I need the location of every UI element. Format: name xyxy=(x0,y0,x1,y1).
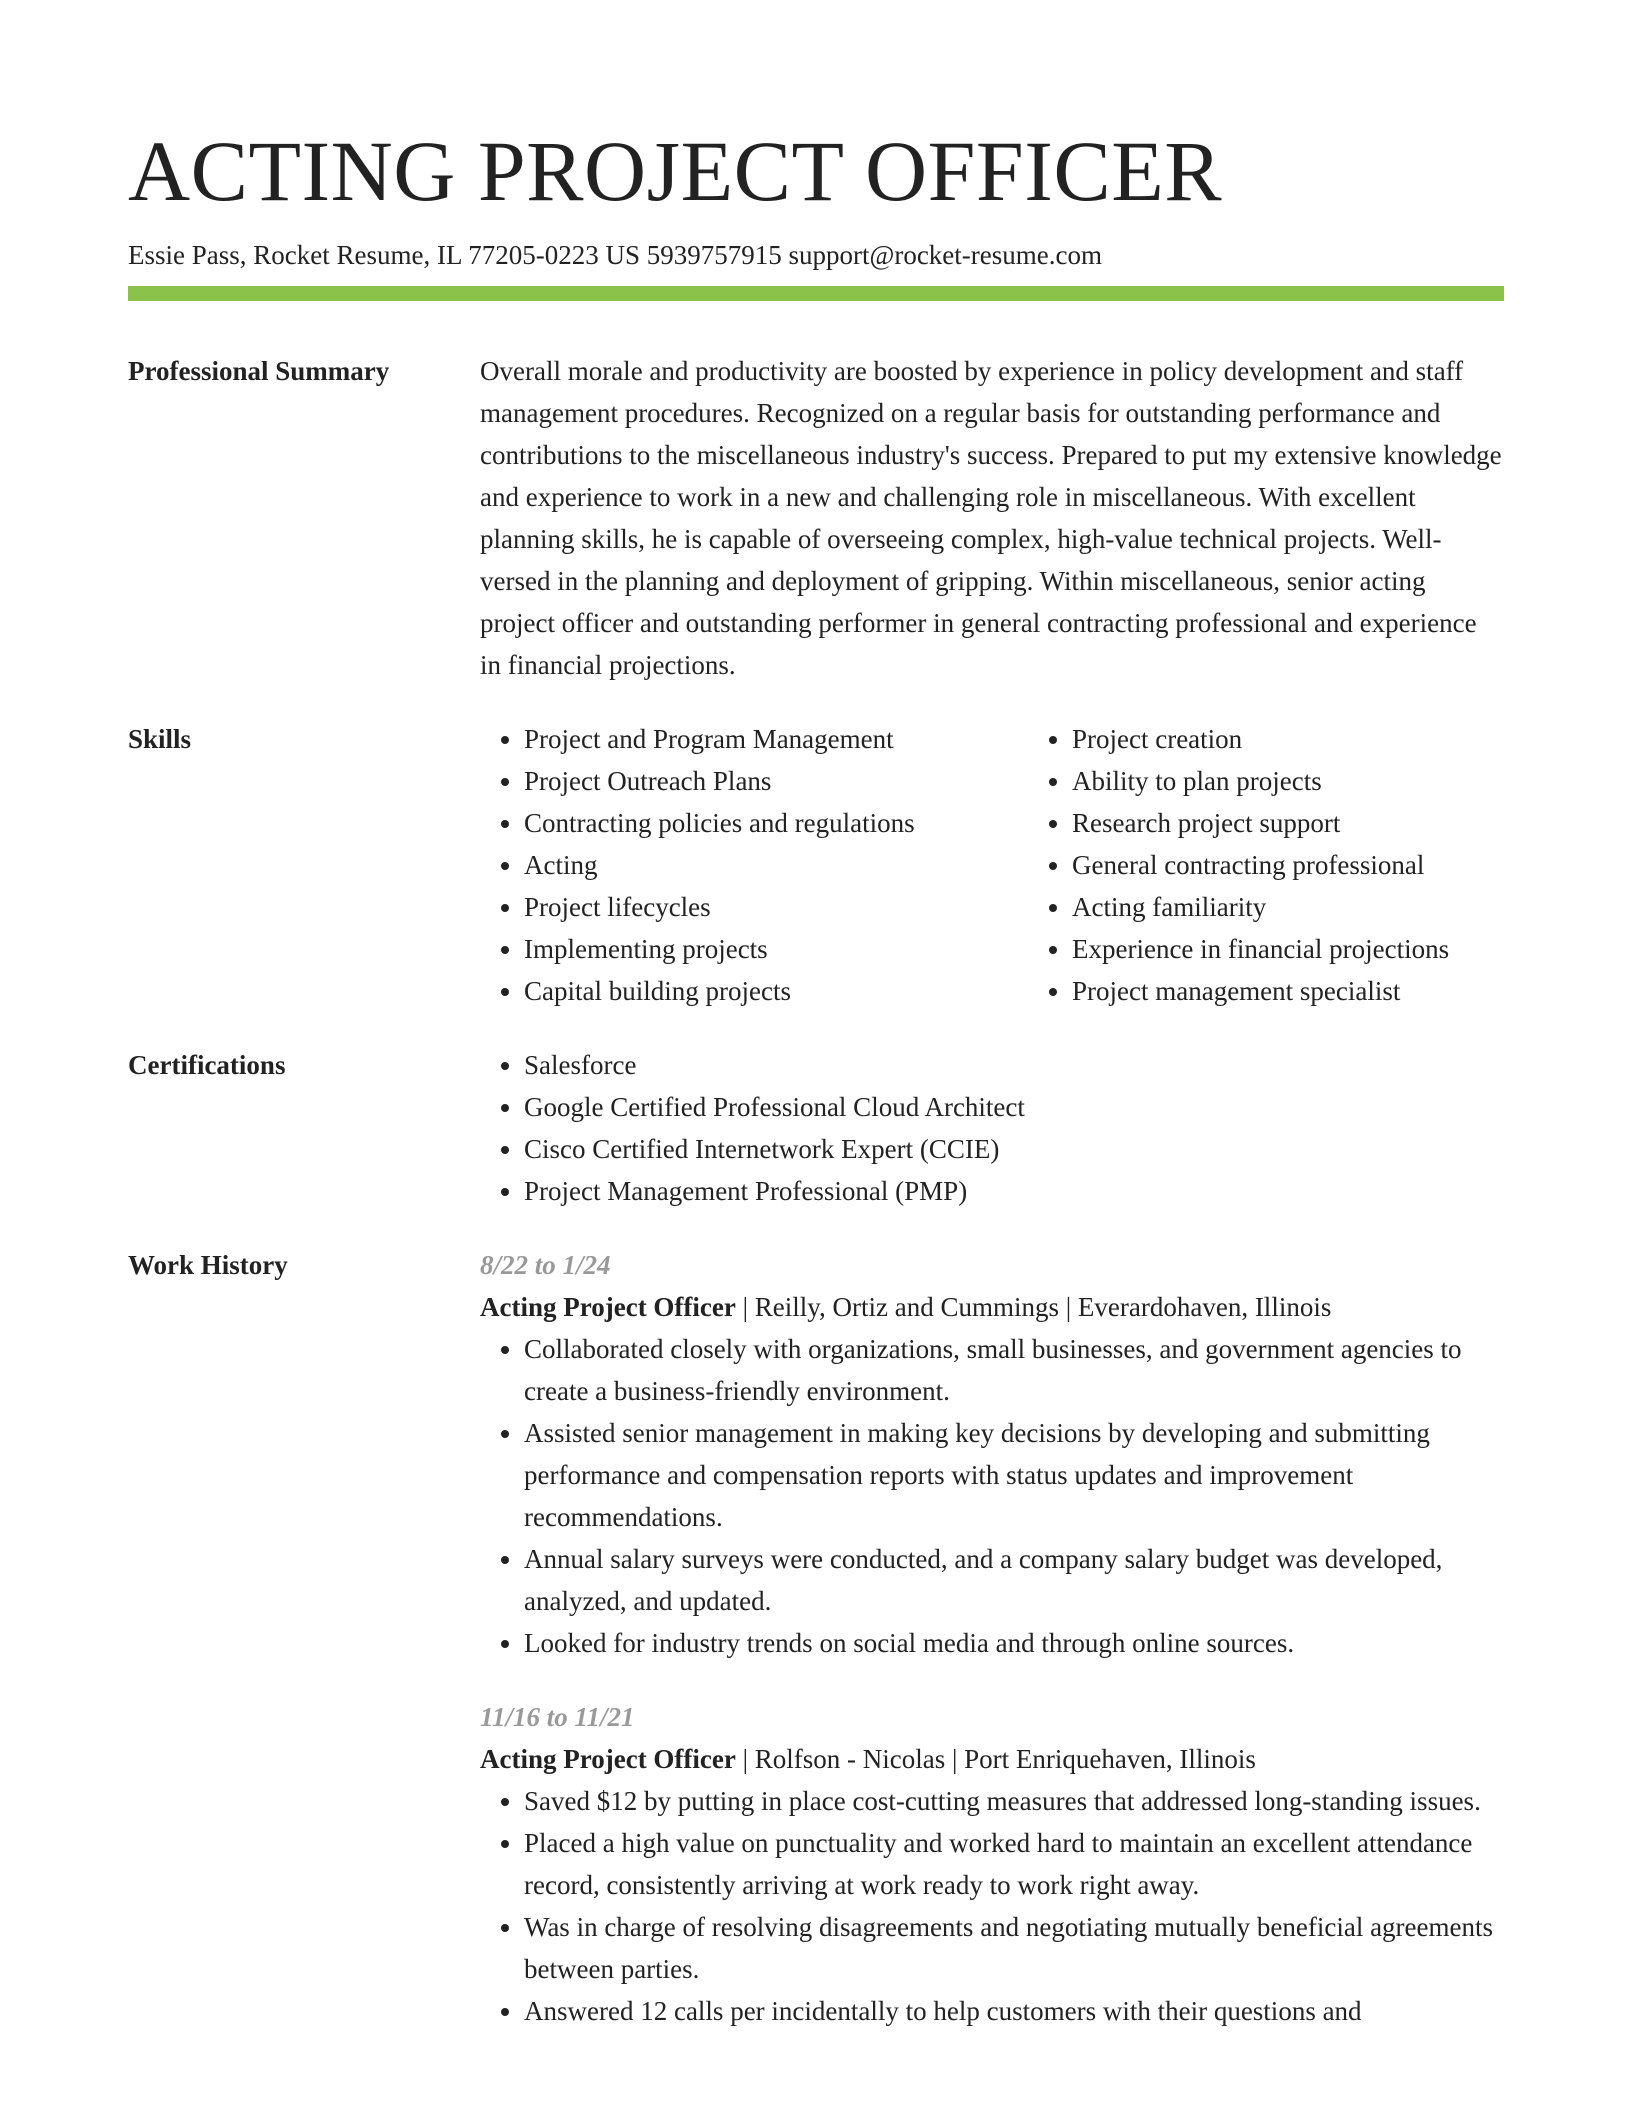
contact-email: support@rocket-resume.com xyxy=(788,240,1102,270)
resume-header xyxy=(128,118,1504,272)
section-skills xyxy=(128,718,1504,1012)
contact-phone: 5939757915 xyxy=(646,240,782,270)
job-title: Acting Project Officer xyxy=(480,1292,736,1322)
resume-title: ACTING PROJECT OFFICER xyxy=(128,123,1223,219)
certification-item: • Google Certified Professional Cloud Architect xyxy=(524,1086,1504,1128)
job-bullet: • Assisted senior management in making key decisions by developing and submitting performance and compensation reports with status updates and improvement recommendations. xyxy=(524,1412,1504,1538)
skill-item: • Project creation xyxy=(1072,718,1592,760)
job-bullet: • Placed a high value on punctuality and worked hard to maintain an excellent attendance record, consistently arriving at work ready to work right away. xyxy=(524,1822,1504,1906)
job-entry xyxy=(480,1696,1504,2032)
job-heading xyxy=(480,1738,1504,1780)
skill-item: • Acting xyxy=(524,844,1028,886)
job-bullet: • Answered 12 calls per incidentally to help customers with their questions and xyxy=(524,1990,1504,2032)
job-bullet: • Looked for industry trends on social media and through online sources. xyxy=(524,1622,1504,1664)
section-spacer xyxy=(128,686,1504,718)
job-dates: 11/16 to 11/21 xyxy=(480,1702,635,1732)
job-entry xyxy=(480,1244,1504,1664)
skill-item: • Capital building projects xyxy=(524,970,1028,1012)
section-label-work-history: Work History xyxy=(128,1250,288,1280)
job-dates: 8/22 to 1/24 xyxy=(480,1250,611,1280)
job-bullet: • Annual salary surveys were conducted, and a company salary budget was developed, analyzed, and updated. xyxy=(524,1538,1504,1622)
section-summary xyxy=(128,350,1504,686)
job-bullet-list xyxy=(480,1780,1504,2032)
certification-item: • Salesforce xyxy=(524,1044,1504,1086)
section-certifications xyxy=(128,1044,1504,1212)
skills-list-right xyxy=(1028,718,1592,1012)
section-spacer xyxy=(128,1012,1504,1044)
resume-sections xyxy=(128,350,1504,2032)
job-bullet: • Saved $12 by putting in place cost-cutting measures that addressed long-standing issues. xyxy=(524,1780,1504,1822)
certifications-body xyxy=(480,1044,1504,1212)
skill-item: • Project management specialist xyxy=(1072,970,1592,1012)
skill-item: • Research project support xyxy=(1072,802,1592,844)
work-history-body xyxy=(480,1244,1504,2032)
job-heading xyxy=(480,1286,1504,1328)
contact-line xyxy=(128,238,1504,272)
section-label-skills: Skills xyxy=(128,724,192,754)
skill-item: • General contracting professional xyxy=(1072,844,1592,886)
contact-name: Essie Pass, xyxy=(128,240,247,270)
skills-body xyxy=(480,718,1592,1012)
certifications-list xyxy=(480,1044,1504,1212)
job-bullet: • Collaborated closely with organizations, small businesses, and government agencies to create a business-friendly environment. xyxy=(524,1328,1504,1412)
job-bullet: • Was in charge of resolving disagreements and negotiating mutually beneficial agreements between parties. xyxy=(524,1906,1504,1990)
summary-text: Overall morale and productivity are boosted by experience in policy development and staff management procedures. Recognized on a regular basis for outstanding performance and contributions to the miscellaneous industry's success. Prepared to put my extensive knowledge and experience to work in a new and challenging role in miscellaneous. With excellent planning skills, he is capable of overseeing complex, high-value technical projects. Well-versed in the planning and deployment of gripping. Within miscellaneous, senior acting project officer and outstanding performer in general contracting professional and experience in financial projections. xyxy=(480,356,1502,680)
skill-item: • Contracting policies and regulations xyxy=(524,802,1028,844)
job-spacer xyxy=(480,1664,1504,1696)
job-employer-location: | Reilly, Ortiz and Cummings | Everardohaven, Illinois xyxy=(735,1292,1332,1322)
job-employer-location: | Rolfson - Nicolas | Port Enriquehaven, Illinois xyxy=(735,1744,1256,1774)
skill-item: • Project Outreach Plans xyxy=(524,760,1028,802)
skill-item: • Project and Program Management xyxy=(524,718,1028,760)
skill-item: • Acting familiarity xyxy=(1072,886,1592,928)
job-bullet-list xyxy=(480,1328,1504,1664)
skills-list-left xyxy=(480,718,1028,1012)
section-spacer xyxy=(128,1212,1504,1244)
skill-item: • Experience in financial projections xyxy=(1072,928,1592,970)
certification-item: • Cisco Certified Internetwork Expert (CCIE) xyxy=(524,1128,1504,1170)
contact-address: Rocket Resume, IL 77205-0223 US xyxy=(253,240,640,270)
section-label-certifications: Certifications xyxy=(128,1050,286,1080)
job-title: Acting Project Officer xyxy=(480,1744,736,1774)
skill-item: • Ability to plan projects xyxy=(1072,760,1592,802)
skill-item: • Project lifecycles xyxy=(524,886,1028,928)
section-label-summary: Professional Summary xyxy=(128,356,390,386)
certification-item: • Project Management Professional (PMP) xyxy=(524,1170,1504,1212)
section-work-history xyxy=(128,1244,1504,2032)
summary-body xyxy=(480,350,1504,686)
skill-item: • Implementing projects xyxy=(524,928,1028,970)
header-divider xyxy=(128,286,1504,301)
